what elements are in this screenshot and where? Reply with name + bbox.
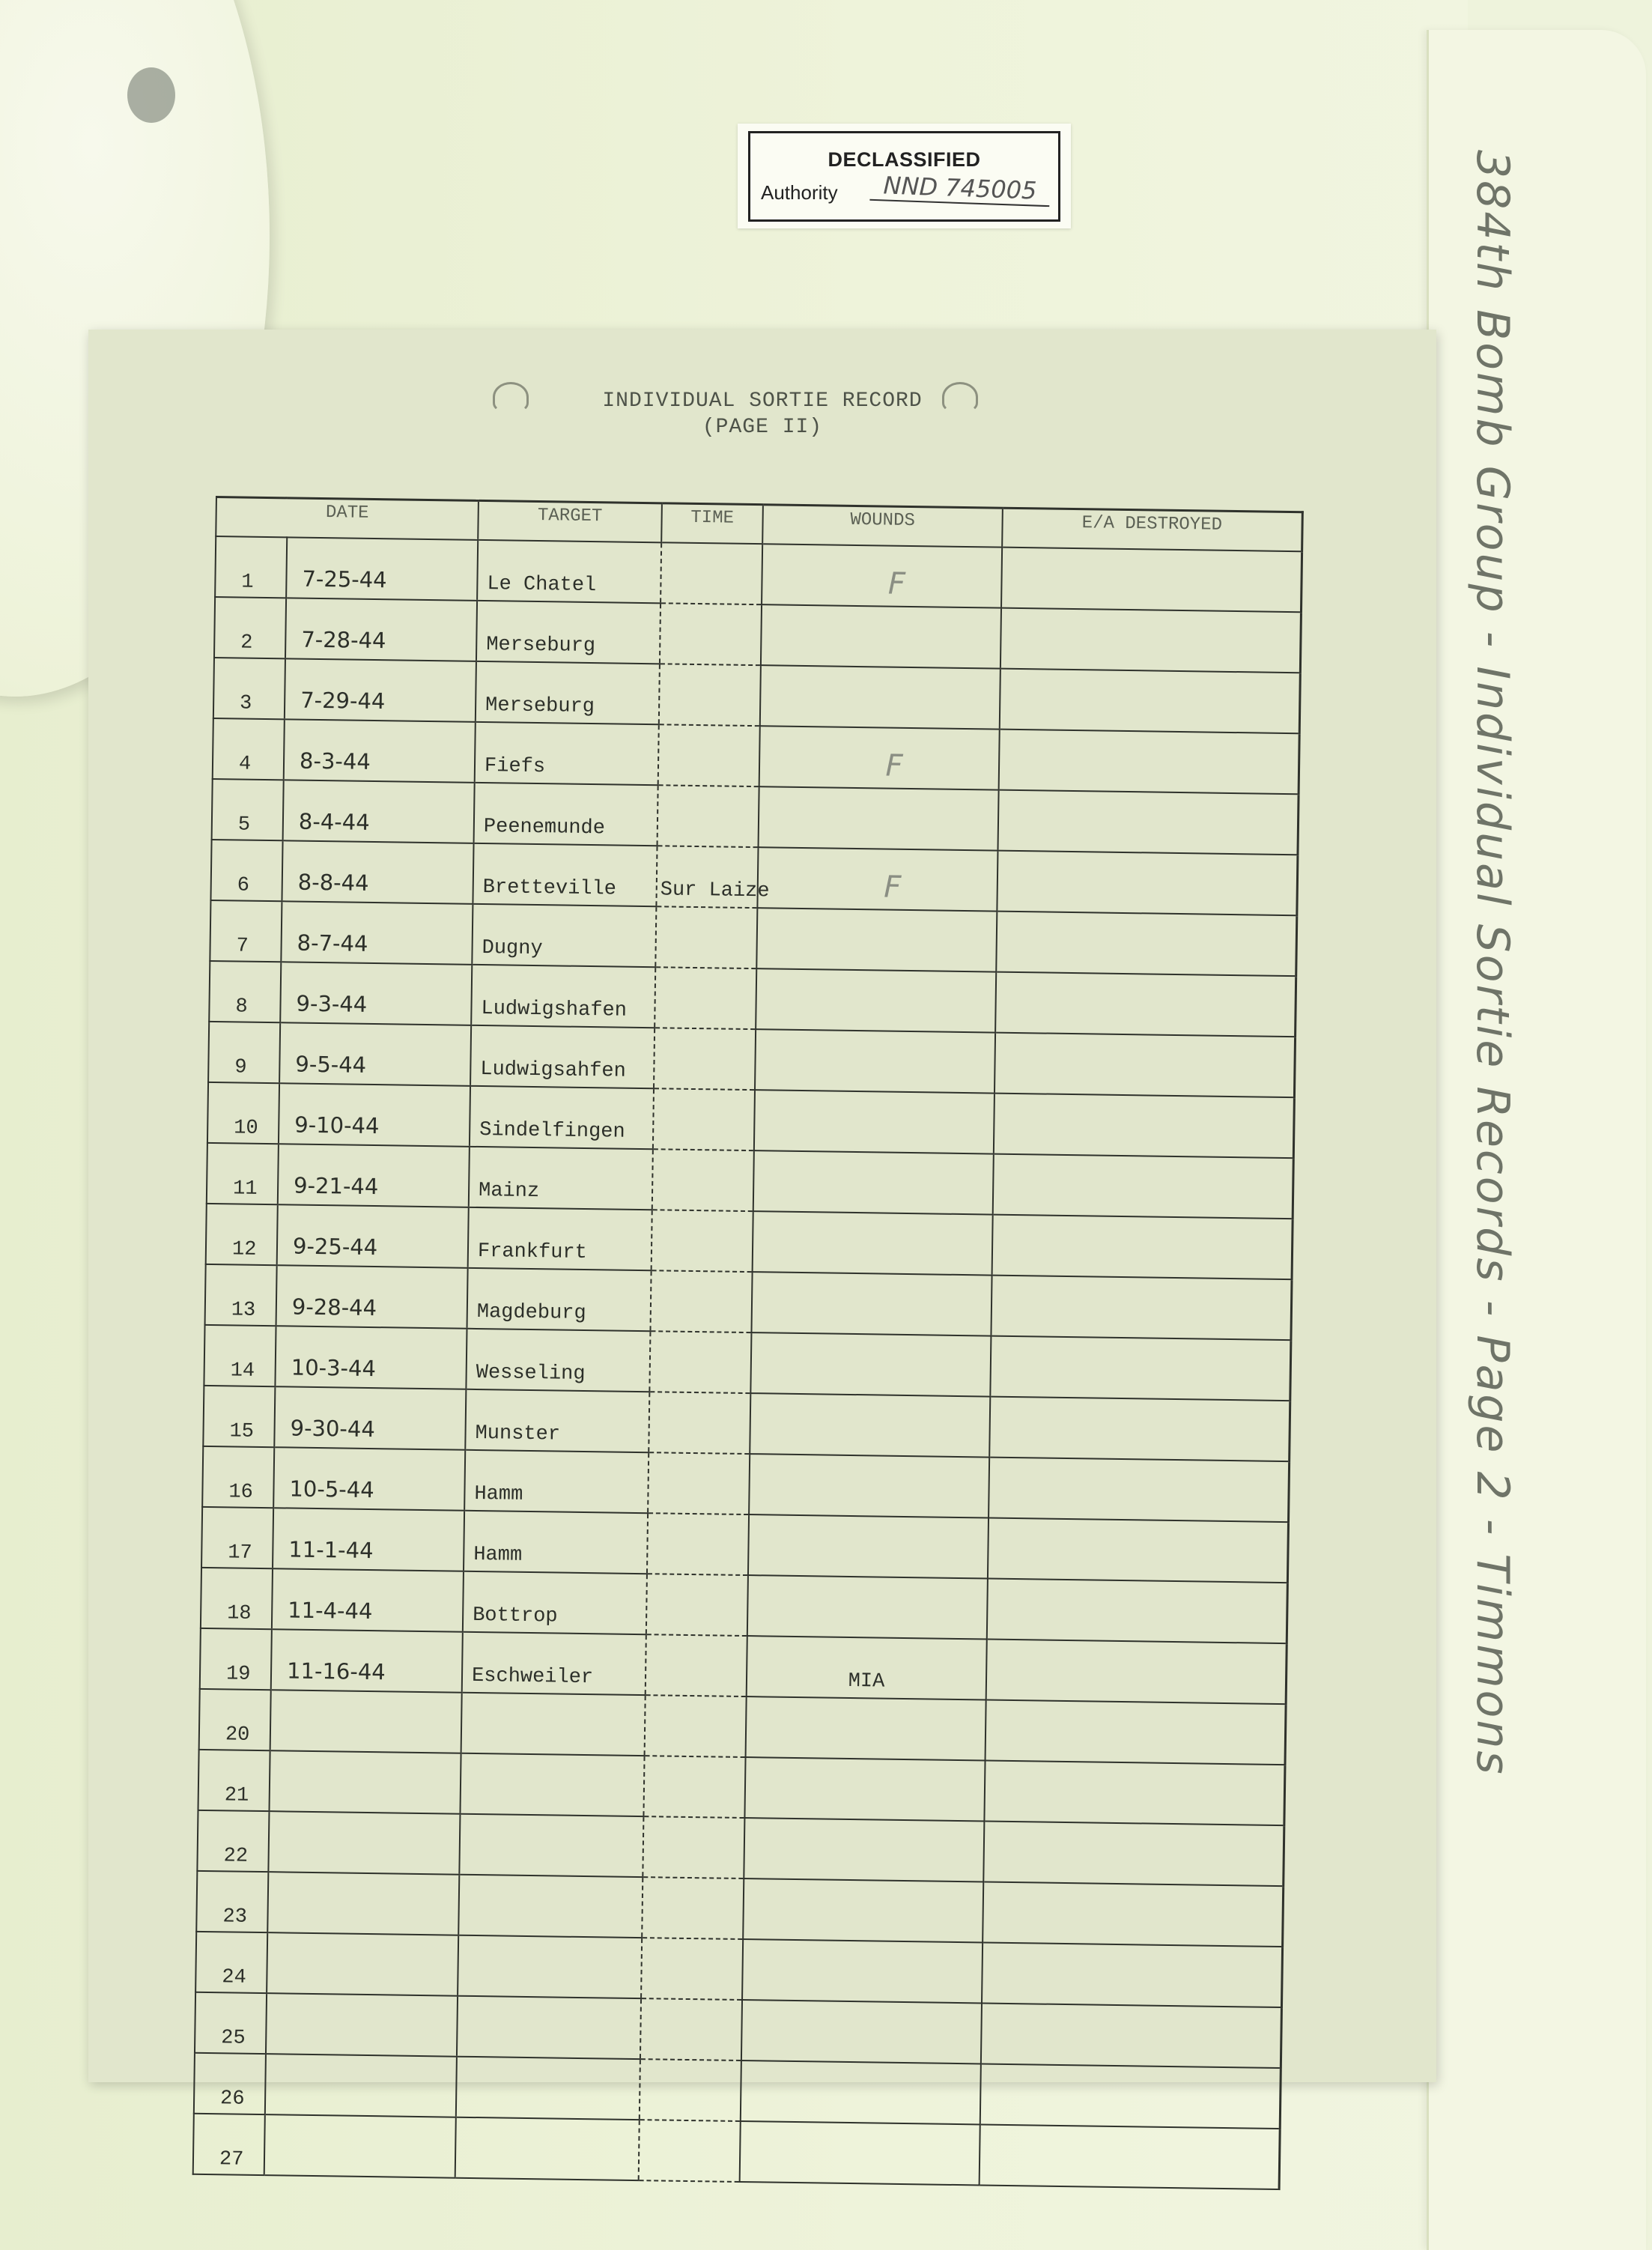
header-target: TARGET [478, 500, 662, 542]
row-ea-destroyed [986, 1640, 1287, 1705]
row-date [281, 901, 473, 965]
row-number-text: 25 [221, 2027, 246, 2050]
row-ea-destroyed [986, 1700, 1286, 1765]
row-number [194, 2053, 266, 2114]
row-target-text: Merseburg [486, 634, 596, 658]
stamp-authority-value: NND 745005 [869, 171, 1050, 207]
row-number-text: 15 [229, 1420, 255, 1443]
row-wounds [746, 1696, 986, 1760]
row-target-text: Frankfurt [477, 1240, 587, 1265]
row-wounds-text: F [883, 870, 902, 905]
row-wounds [750, 1332, 991, 1396]
row-time [660, 603, 762, 665]
row-date-text: 7-25-44 [302, 565, 387, 593]
row-number-text: 6 [237, 874, 250, 897]
row-ea-destroyed [980, 2063, 1281, 2129]
row-time [642, 1877, 744, 1939]
row-wounds [757, 847, 997, 911]
row-number-text: 16 [228, 1481, 254, 1504]
row-ea-destroyed [1000, 669, 1300, 734]
row-number-text: 2 [240, 631, 253, 655]
row-target [460, 1753, 644, 1816]
row-target-text: Ludwigshafen [481, 998, 628, 1022]
row-number [208, 1022, 280, 1083]
row-wounds-text: F [887, 566, 906, 601]
row-wounds [741, 2000, 982, 2063]
row-number [207, 1143, 279, 1204]
declassified-stamp [738, 124, 1071, 228]
row-date-text: 8-4-44 [298, 808, 370, 835]
row-target [466, 1329, 650, 1392]
row-ea-destroyed [987, 1579, 1287, 1644]
row-target-text: Mainz [478, 1179, 540, 1204]
row-date [267, 1932, 458, 1996]
row-ea-destroyed [983, 1881, 1283, 1947]
row-time [655, 906, 757, 968]
row-time [640, 2059, 741, 2121]
row-number [196, 1871, 268, 1932]
row-time [640, 1998, 742, 2061]
row-time [655, 967, 756, 1029]
row-date [276, 1265, 468, 1329]
row-wounds [760, 665, 1000, 729]
row-number [213, 718, 285, 780]
row-number-text: 17 [228, 1541, 252, 1565]
row-number [201, 1507, 273, 1568]
row-target [462, 1632, 646, 1695]
row-ea-destroyed [994, 1033, 1295, 1098]
row-number-text: 23 [222, 1905, 248, 1929]
row-wounds [747, 1575, 988, 1639]
row-number [207, 1082, 279, 1144]
row-date-text: 11-4-44 [288, 1597, 373, 1625]
row-date [274, 1386, 466, 1450]
row-target [474, 783, 658, 846]
row-date [268, 1811, 460, 1875]
row-number [204, 1325, 276, 1386]
row-number-text: 26 [219, 2087, 245, 2111]
row-wounds-text: MIA [848, 1670, 885, 1693]
row-date [275, 1326, 467, 1389]
stamp-authority-label: Authority [761, 181, 838, 204]
row-wounds [755, 1029, 995, 1093]
row-wounds [753, 1150, 994, 1214]
row-date [282, 840, 473, 904]
row-ea-destroyed [988, 1518, 1288, 1583]
declassified-stamp-box [748, 131, 1060, 222]
row-target [461, 1693, 646, 1756]
row-wounds [756, 968, 996, 1032]
row-date [279, 1083, 470, 1147]
row-date [278, 1144, 470, 1207]
row-target [457, 1996, 641, 2059]
row-target-text: Dugny [482, 937, 543, 961]
row-target-text: Fiefs [484, 755, 546, 779]
row-date-text: 10-5-44 [289, 1476, 374, 1503]
row-target [469, 1147, 653, 1210]
row-ea-destroyed [993, 1154, 1293, 1219]
row-target [468, 1207, 652, 1270]
row-number [195, 1932, 267, 1993]
row-time [651, 1270, 753, 1332]
punch-hole-icon [127, 67, 175, 123]
row-wounds [740, 2121, 980, 2185]
row-number [198, 1750, 270, 1811]
row-wounds [744, 1818, 984, 1881]
row-wounds [756, 908, 997, 971]
row-number-text: 1 [241, 571, 254, 594]
row-number [199, 1689, 271, 1750]
row-number-text: 10 [234, 1117, 258, 1140]
row-wounds [761, 604, 1001, 668]
row-date-text: 8-8-44 [297, 869, 369, 896]
row-number-text: 14 [230, 1359, 255, 1383]
row-date [286, 537, 478, 601]
row-number-text: 3 [239, 692, 252, 715]
row-number [205, 1264, 277, 1326]
row-number [212, 779, 284, 840]
row-time [645, 1695, 747, 1757]
row-number-text: 8 [235, 995, 248, 1019]
row-ea-destroyed [998, 790, 1299, 855]
row-time [652, 1210, 753, 1272]
row-target [456, 2057, 640, 2120]
row-number-text: 19 [225, 1663, 251, 1686]
row-target [458, 1875, 643, 1938]
row-target-text: Peenemunde [483, 816, 606, 840]
row-target [455, 2117, 640, 2180]
row-target [476, 601, 661, 664]
row-time [641, 1938, 743, 2000]
row-date [284, 719, 476, 783]
row-date [277, 1204, 469, 1268]
row-number-text: 7 [236, 935, 249, 958]
row-date-text: 7-29-44 [300, 687, 386, 715]
row-date-text: 9-28-44 [291, 1294, 377, 1321]
stamp-title: DECLASSIFIED [827, 148, 981, 171]
row-wounds [747, 1636, 987, 1699]
row-wounds [750, 1393, 990, 1457]
row-ea-destroyed [989, 1458, 1289, 1523]
row-date [265, 2054, 457, 2117]
row-target [464, 1511, 648, 1574]
row-wounds [753, 1211, 993, 1275]
row-ea-destroyed [984, 1761, 1284, 1826]
row-time [656, 846, 770, 908]
row-number-text: 20 [225, 1723, 250, 1747]
row-time [649, 1331, 751, 1393]
header-time: TIME [661, 503, 763, 544]
row-target [459, 1814, 643, 1877]
row-date-text: 9-3-44 [296, 990, 368, 1017]
row-target [475, 722, 659, 785]
row-date [285, 598, 477, 661]
row-time [646, 1634, 747, 1696]
row-date-text: 10-3-44 [291, 1354, 377, 1382]
row-number-text: 13 [231, 1299, 256, 1322]
row-ea-destroyed [1001, 548, 1302, 613]
row-date-text: 9-30-44 [290, 1415, 376, 1443]
row-date [285, 658, 476, 722]
row-date [273, 1447, 465, 1511]
row-target [472, 904, 656, 967]
row-time [658, 785, 759, 847]
row-ea-destroyed [992, 1215, 1293, 1280]
row-number [197, 1810, 269, 1872]
row-date [266, 1993, 458, 2057]
row-target [473, 843, 657, 906]
row-time [639, 2120, 741, 2182]
row-number [210, 840, 282, 901]
row-target [470, 1086, 654, 1149]
row-target-text: Bretteville [482, 876, 617, 901]
row-wounds [743, 1878, 983, 1942]
row-target [477, 540, 661, 603]
row-target [464, 1450, 649, 1513]
handwritten-side-note: 384th Bomb Group - Individual Sortie Records - Page 2 - Timmons [1466, 150, 1519, 1777]
row-target [470, 1025, 655, 1088]
row-wounds [759, 726, 1000, 789]
row-target-text: Magdeburg [476, 1300, 586, 1326]
row-time [653, 1088, 755, 1150]
row-number-text: 5 [237, 813, 251, 837]
sortie-table [192, 496, 1304, 2190]
row-number [213, 658, 285, 719]
row-number [200, 1628, 272, 1690]
row-number [193, 2114, 265, 2175]
form-subtitle: (PAGE II) [702, 416, 823, 439]
header-date: DATE [216, 497, 479, 540]
row-time [646, 1574, 748, 1636]
sortie-record-form [88, 330, 1436, 2171]
row-date [280, 962, 472, 1025]
row-time [658, 724, 760, 786]
row-date-text: 11-16-44 [286, 1658, 386, 1685]
row-time [661, 542, 762, 604]
row-ea-destroyed [997, 851, 1297, 916]
row-ea-destroyed [996, 912, 1296, 977]
row-target-text: Sindelfingen [479, 1119, 625, 1144]
row-time [643, 1816, 744, 1878]
row-wounds [744, 1757, 985, 1821]
row-date-text: 7-28-44 [301, 626, 386, 654]
row-number [214, 597, 286, 658]
row-number-text: 12 [231, 1238, 257, 1261]
row-date-text: 9-10-44 [294, 1112, 380, 1139]
row-number [206, 1204, 278, 1265]
row-ea-destroyed [990, 1336, 1290, 1401]
row-target [471, 965, 655, 1028]
row-wounds [741, 2061, 981, 2124]
row-number [209, 961, 281, 1022]
row-date-text: 11-1-44 [288, 1536, 374, 1564]
row-number [201, 1568, 273, 1629]
row-target-text: Merseburg [485, 694, 595, 719]
row-date [264, 2114, 456, 2178]
row-number [215, 536, 287, 598]
row-date [279, 1022, 471, 1086]
row-number-text: 24 [222, 1966, 246, 1989]
row-date [273, 1508, 464, 1571]
row-ea-destroyed [995, 972, 1296, 1037]
row-date-text: 9-5-44 [295, 1051, 367, 1078]
row-wounds [749, 1454, 989, 1517]
row-wounds [742, 1939, 983, 2003]
row-ea-destroyed [989, 1397, 1290, 1462]
row-number-text: 18 [226, 1602, 252, 1625]
row-target-text: Hamm [473, 1543, 523, 1567]
row-ea-destroyed [1000, 608, 1301, 673]
row-target-text: Wesseling [476, 1361, 586, 1386]
row-ea-destroyed [991, 1276, 1291, 1341]
row-ea-destroyed [983, 1822, 1284, 1887]
row-time [659, 664, 761, 726]
row-date [283, 780, 475, 843]
row-date-text: 9-25-44 [292, 1233, 378, 1261]
row-target [467, 1268, 652, 1331]
row-date [272, 1568, 464, 1632]
row-date-text: 8-7-44 [297, 930, 368, 956]
row-target-text: Le Chatel [487, 573, 597, 598]
row-date [271, 1629, 463, 1693]
row-ea-destroyed [982, 1942, 1282, 2007]
row-ea-destroyed [981, 2003, 1281, 2068]
folder-divider [1427, 30, 1646, 2250]
row-wounds [751, 1272, 991, 1335]
row-target-text: Eschweiler [471, 1664, 594, 1690]
row-target-text: Hamm [474, 1482, 523, 1506]
header-wounds: WOUNDS [762, 505, 1003, 548]
row-target [463, 1571, 647, 1634]
row-date [267, 1872, 459, 1935]
row-target-text: Bottrop [472, 1604, 558, 1628]
row-date [269, 1750, 461, 1814]
row-date-text: 9-21-44 [293, 1172, 379, 1200]
row-target-text: Ludwigsahfen [480, 1058, 626, 1083]
row-wounds [754, 1090, 994, 1153]
row-target [465, 1389, 649, 1452]
row-time [643, 1756, 745, 1818]
row-wounds [748, 1514, 989, 1578]
row-time [654, 1028, 756, 1090]
row-wounds [762, 544, 1002, 607]
row-target [476, 661, 660, 724]
row-number [202, 1446, 274, 1508]
row-time [648, 1452, 750, 1514]
row-target-text: Munster [475, 1422, 561, 1446]
row-ea-destroyed [999, 730, 1299, 795]
row-number-text: 4 [238, 753, 252, 776]
row-target [458, 1935, 642, 1998]
row-number-text: 22 [223, 1845, 249, 1868]
row-time [649, 1392, 750, 1454]
header-ea-destroyed: E/A DESTROYED [1002, 508, 1302, 551]
row-number-text: 21 [224, 1784, 249, 1807]
row-number-text: 9 [234, 1056, 247, 1079]
row-wounds [759, 786, 999, 850]
row-number-text: 27 [219, 2148, 244, 2171]
row-number [203, 1386, 275, 1447]
row-ea-destroyed [994, 1094, 1294, 1159]
row-number [195, 1992, 267, 2054]
row-number [210, 900, 282, 962]
row-time-text: Sur Laize [660, 879, 770, 903]
row-ea-destroyed [980, 2124, 1280, 2189]
row-number-text: 11 [232, 1177, 258, 1201]
form-title: INDIVIDUAL SORTIE RECORD [602, 389, 923, 413]
row-time [652, 1149, 754, 1211]
row-date-text: 8-3-44 [299, 748, 371, 774]
row-wounds-text: F [885, 748, 903, 783]
row-time [647, 1513, 749, 1575]
row-date [270, 1690, 462, 1753]
